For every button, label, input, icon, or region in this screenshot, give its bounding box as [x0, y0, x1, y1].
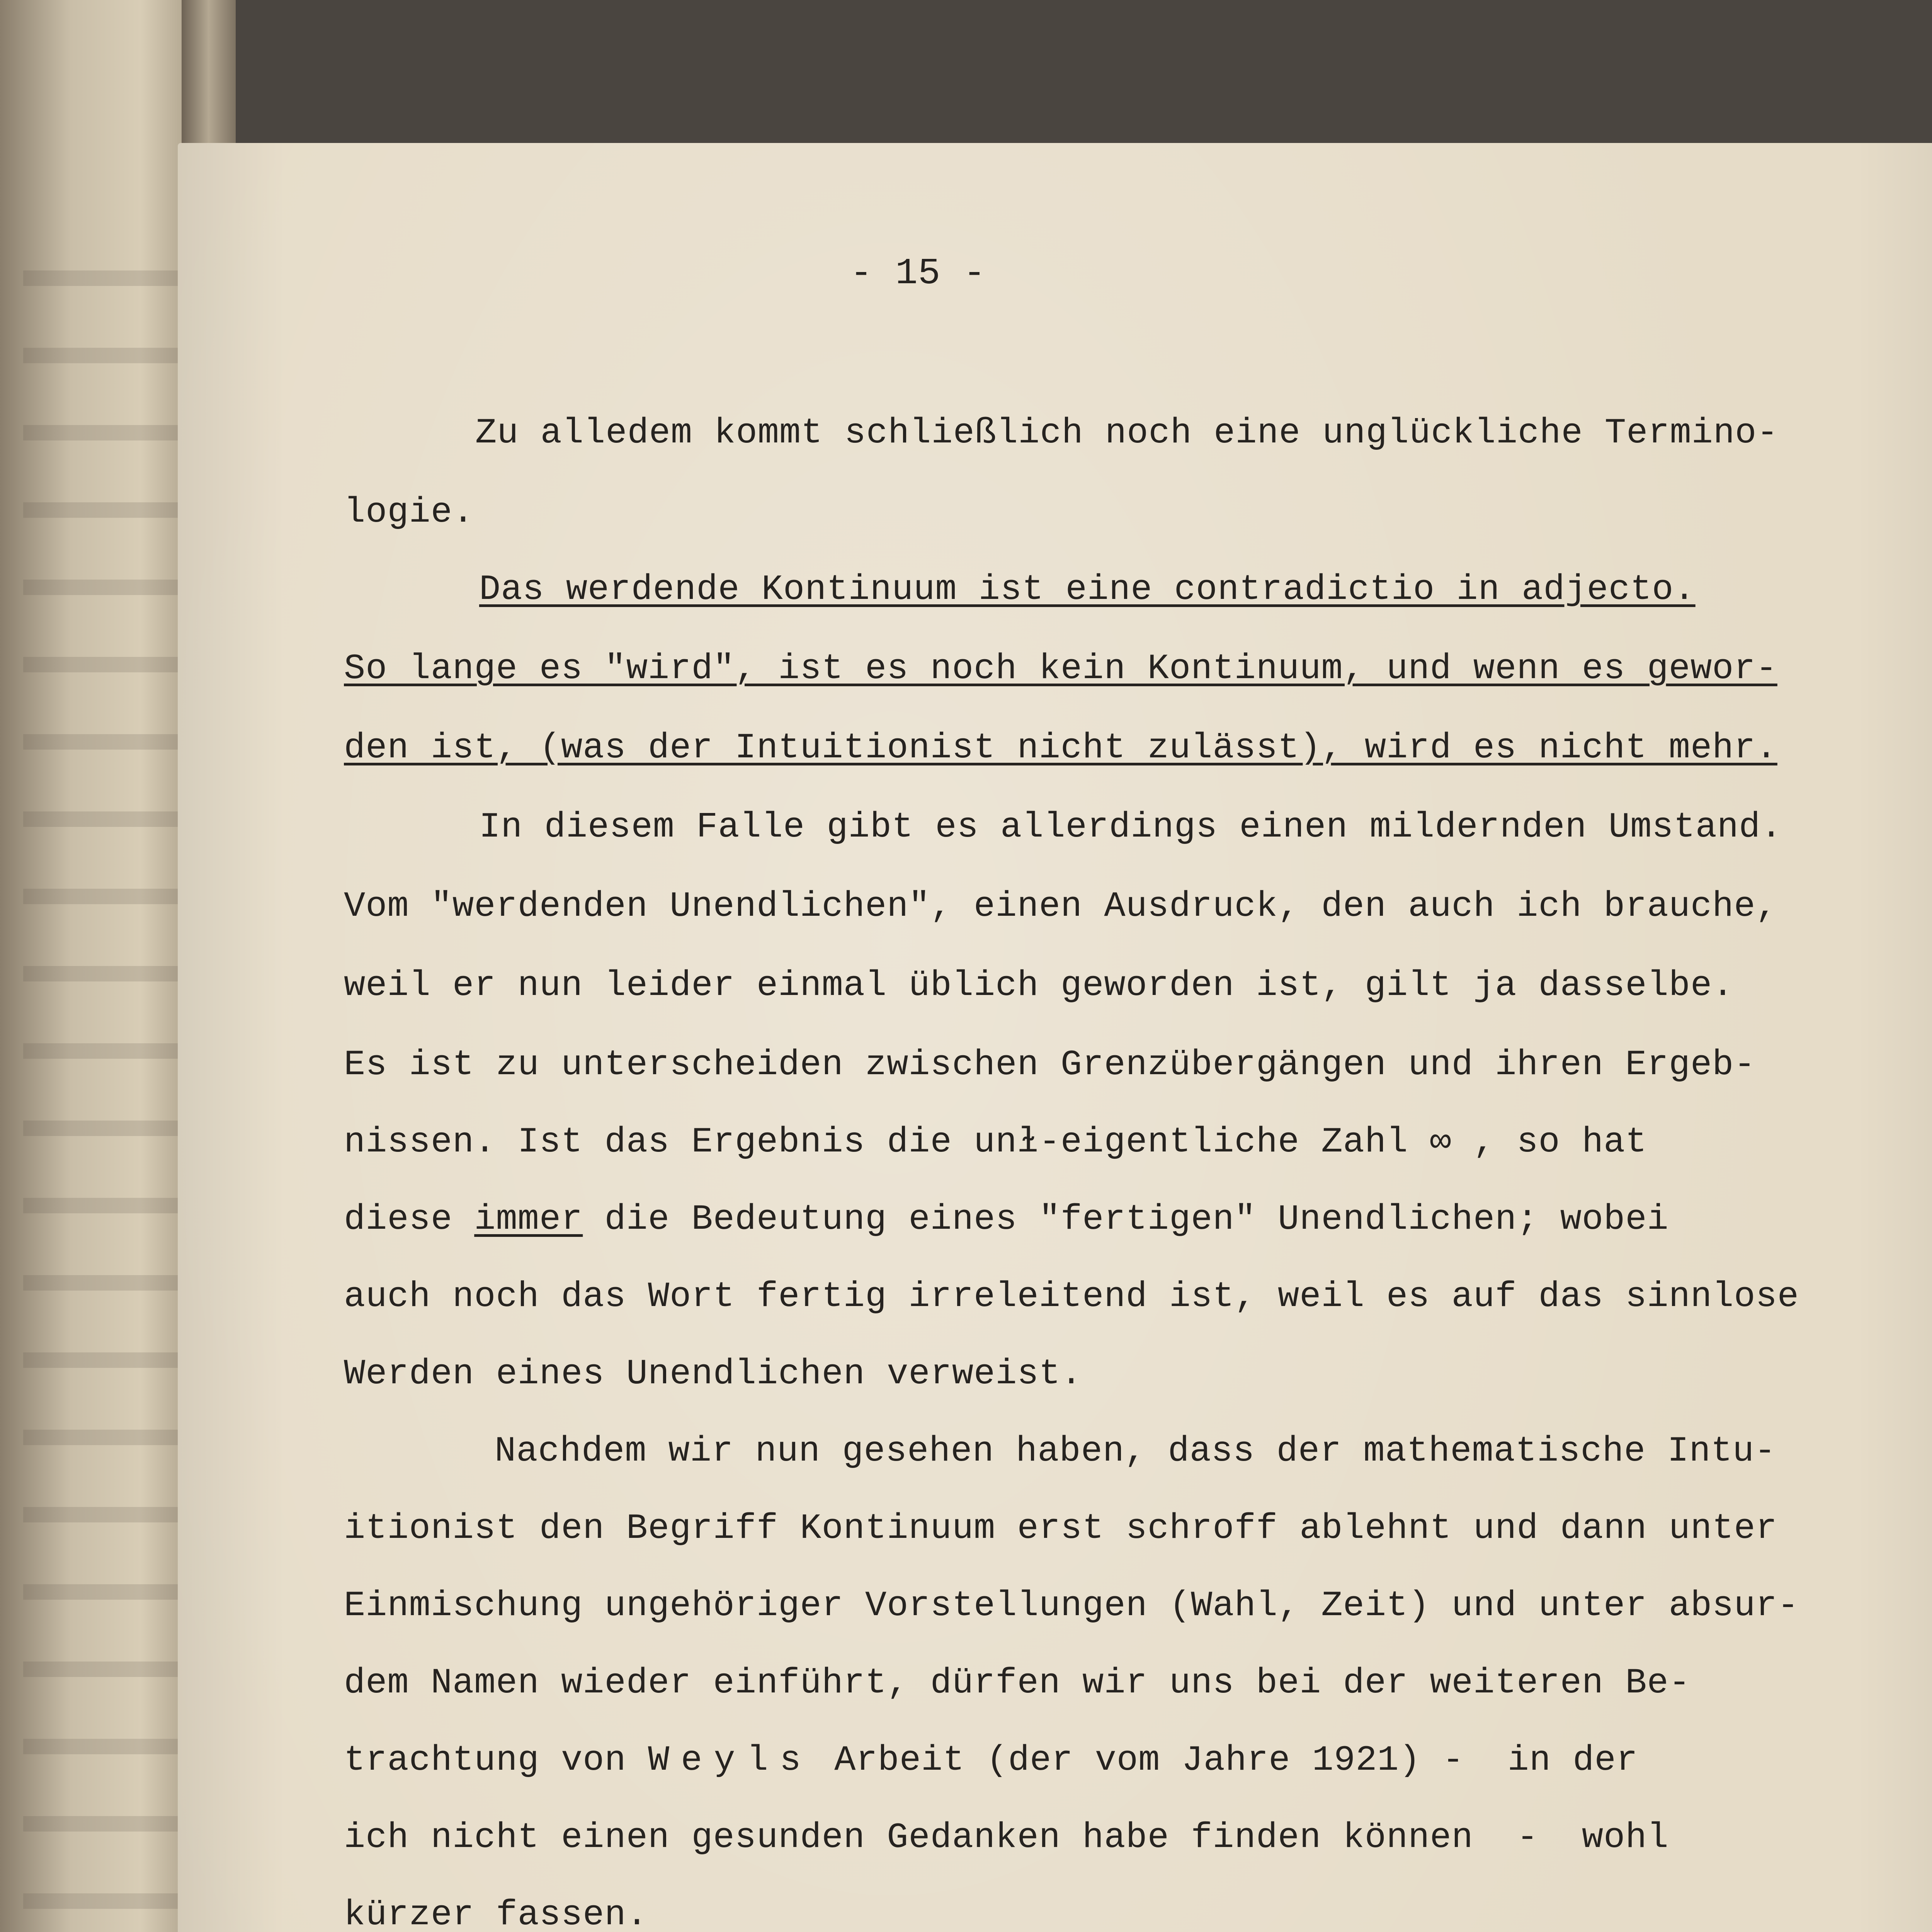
para3-line5-b: -eigentliche Zahl: [1039, 1122, 1430, 1162]
para3-line5-c: , so hat: [1451, 1122, 1647, 1162]
para2-line3: den ist, (was der Intuitionist nicht zulässt), wird es nicht mehr.: [344, 728, 1777, 768]
infinity-symbol: ∞: [1430, 1122, 1452, 1162]
para3-line3: weil er nun leider einmal üblich geworden ist, gilt ja dasselbe.: [344, 965, 1734, 1006]
para3-line6-c: die Bedeutung eines "fertigen" Unendlichen; wobei: [583, 1199, 1669, 1240]
page-number: - 15 -: [850, 252, 986, 294]
para4-line3: Einmischung ungehöriger Vorstellungen (Wahl, Zeit) und unter absur-: [344, 1585, 1799, 1626]
typo-mark: ɫ: [1017, 1122, 1039, 1162]
para3-line6: [344, 1199, 1669, 1240]
para4-line5-b: Arbeit (der vom Jahre 1921) - in der: [812, 1740, 1638, 1781]
para3-line5-a: nissen. Ist das Ergebnis die un: [344, 1122, 1017, 1162]
para1-line2: logie.: [344, 492, 474, 532]
para4-line6: ich nicht einen gesunden Gedanken habe finden können - wohl: [344, 1817, 1669, 1858]
para4-line4: dem Namen wieder einführt, dürfen wir uns bei der weiteren Be-: [344, 1663, 1690, 1703]
para4-line5-a: trachtung von: [344, 1740, 648, 1781]
emphasis-immer: immer: [474, 1199, 583, 1240]
para2-line2: So lange es "wird", ist es noch kein Kontinuum, und wenn es gewor-: [344, 648, 1777, 689]
para3-line2: Vom "werdenden Unendlichen", einen Ausdruck, den auch ich brauche,: [344, 886, 1777, 927]
para3-line6-a: diese: [344, 1199, 474, 1240]
spaced-name-weyls: Weyls: [648, 1740, 813, 1781]
para3-line5: [344, 1124, 1647, 1160]
para1-line1: Zu alledem kommt schließlich noch eine unglückliche Termino-: [475, 413, 1779, 453]
para3-line4: Es ist zu unterscheiden zwischen Grenzübergängen und ihren Ergeb-: [344, 1044, 1756, 1085]
para4-line1: Nachdem wir nun gesehen haben, dass der mathematische Intu-: [495, 1431, 1776, 1471]
para4-line7: kürzer fassen.: [344, 1895, 648, 1932]
para4-line2: itionist den Begriff Kontinuum erst schroff ablehnt und dann unter: [344, 1508, 1777, 1549]
para2-line1: Das werdende Kontinuum ist eine contradictio in adjecto.: [479, 569, 1696, 610]
para3-line8: Werden eines Unendlichen verweist.: [344, 1354, 1083, 1394]
para3-line1: In diesem Falle gibt es allerdings einen mildernden Umstand.: [479, 807, 1782, 847]
para3-line7: auch noch das Wort fertig irreleitend ist, weil es auf das sinnlose: [344, 1276, 1799, 1317]
para4-line5: [344, 1740, 1638, 1781]
